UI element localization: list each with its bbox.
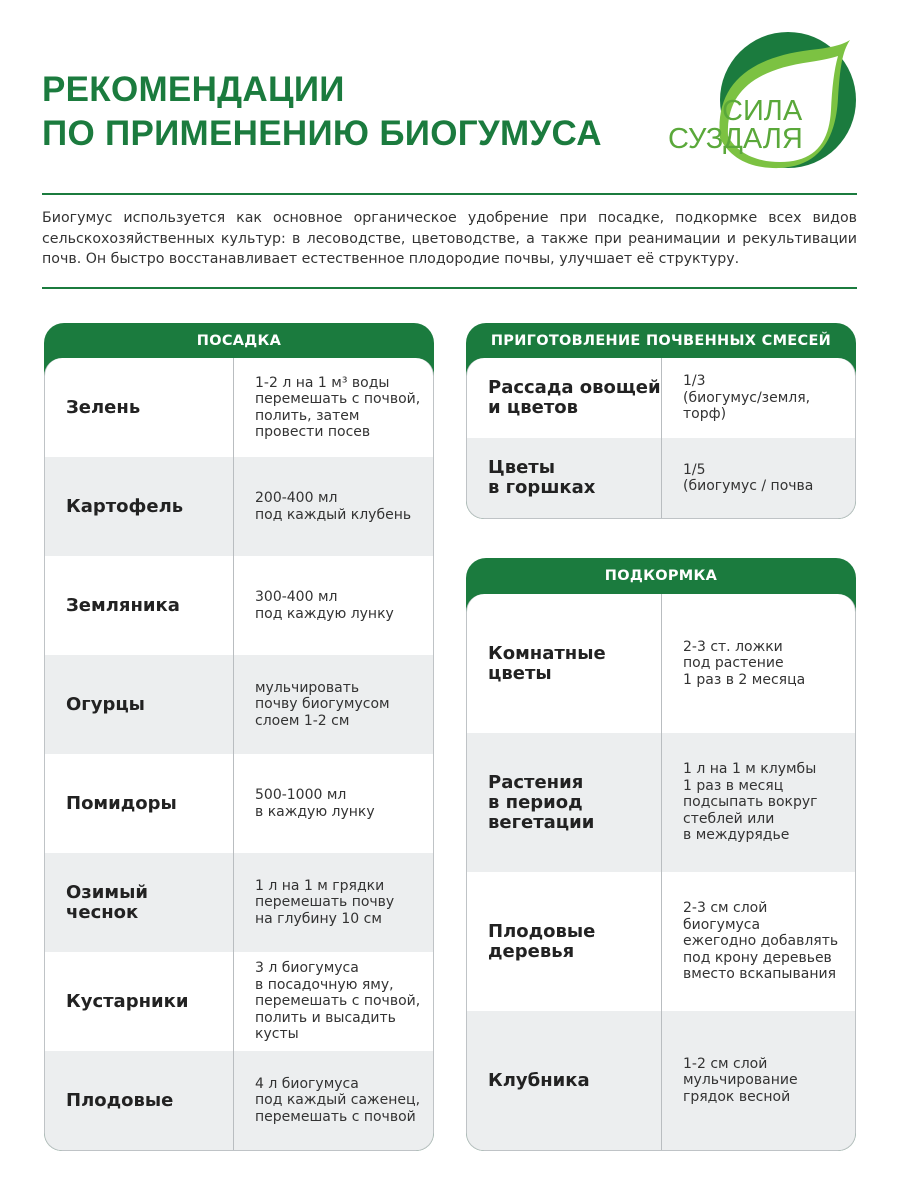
crop-name [45, 754, 234, 853]
dosage-text: 300-400 мл под каждую лунку [255, 589, 394, 622]
dosage-text: 500-1000 мл в каждую лунку [255, 787, 375, 820]
crop-label: Озимый чеснок [66, 881, 148, 923]
table-row [467, 872, 855, 1011]
crop-name [467, 1011, 662, 1150]
crop-name [45, 1051, 234, 1150]
table-row [467, 438, 855, 518]
crop-label: Картофель [66, 495, 184, 517]
table-row [45, 655, 433, 754]
table-row [45, 1051, 433, 1150]
table-row [467, 594, 855, 733]
dosage-text: 2-3 см слой биогумуса ежегодно добавлять под крону деревьев вместо вскапывания [683, 900, 839, 983]
feeding-table-title: ПОДКОРМКА [604, 568, 718, 584]
crop-name [467, 594, 662, 733]
logo-text-2: СУЗДАЛЯ [668, 123, 803, 155]
crop-name [45, 853, 234, 952]
crop-label: Огурцы [66, 693, 145, 715]
table-row [45, 754, 433, 853]
divider-top [42, 193, 857, 195]
logo-text-1: СИЛА [722, 95, 803, 127]
title-line-2: ПО ПРИМЕНЕНИЮ БИОГУМУСА [42, 114, 602, 153]
crop-label: Помидоры [66, 792, 177, 814]
crop-label: Земляника [66, 594, 180, 616]
brand-logo [660, 28, 870, 178]
crop-label: Комнатные цветы [488, 642, 606, 684]
divider-bottom [42, 287, 857, 289]
crop-label: Кустарники [66, 990, 189, 1012]
crop-label: Плодовые [66, 1089, 174, 1111]
dosage-text: мульчировать почву биогумусом слоем 1-2 см [255, 679, 390, 729]
dosage-text: 1 л на 1 м грядки перемешать почву на глубину 10 см [255, 877, 395, 927]
crop-label: Цветы в горшках [488, 457, 596, 498]
feeding-table [466, 558, 856, 1151]
crop-name [467, 733, 662, 872]
crop-label: Зелень [66, 396, 141, 418]
dosage-text: 1/3 (биогумус/земля, торф) [683, 373, 811, 423]
feeding-table-body [466, 594, 856, 1151]
intro-paragraph: Биогумус используется как основное органическое удобрение при посадке, подкормке всех видов сельскохозяйственных культур: в лесоводстве, цветоводстве, а также при реанимации и рекультивации почв. Он быстро восстанавливает естественное плодородие почвы, улучшает её структуру. [42, 210, 857, 267]
table-row [45, 952, 433, 1051]
crop-name [467, 872, 662, 1011]
dosage-text: 1/5 (биогумус / почва [683, 461, 814, 494]
table-row [45, 358, 433, 457]
dosage-text: 3 л биогумуса в посадочную яму, перемешать с почвой, полить и высадить кусты [255, 960, 421, 1043]
title-line-1: РЕКОМЕНДАЦИИ [42, 70, 345, 109]
dosage-text: 2-3 ст. ложки под растение 1 раз в 2 месяца [683, 638, 806, 688]
crop-name [467, 438, 662, 518]
soil-mixes-table-title: ПРИГОТОВЛЕНИЕ ПОЧВЕННЫХ СМЕСЕЙ [490, 332, 832, 349]
table-row [45, 853, 433, 952]
crop-name [45, 655, 234, 754]
planting-table-title: ПОСАДКА [196, 332, 282, 349]
dosage-text: 200-400 мл под каждый клубень [255, 490, 412, 523]
table-row [467, 358, 855, 438]
table-row [45, 457, 433, 556]
dosage-text: 1 л на 1 м клумбы 1 раз в месяц подсыпать вокруг стеблей или в междурядье [683, 761, 818, 844]
dosage-text: 4 л биогумуса под каждый саженец, перемешать с почвой [255, 1075, 421, 1125]
crop-name [45, 358, 234, 457]
crop-label: Плодовые деревья [488, 920, 596, 962]
crop-name [467, 358, 662, 438]
crop-name [45, 952, 234, 1051]
planting-table-body [44, 358, 434, 1151]
crop-name [45, 556, 234, 655]
crop-label: Растения в период вегетации [488, 771, 595, 833]
planting-table [44, 323, 434, 1151]
table-row [45, 556, 433, 655]
crop-label: Клубника [488, 1069, 590, 1091]
table-row [467, 1011, 855, 1150]
soil-mixes-table [466, 323, 856, 519]
table-row [467, 733, 855, 872]
crop-label: Рассада овощей и цветов [488, 377, 661, 418]
dosage-text: 1-2 см слой мульчирование грядок весной [683, 1055, 798, 1105]
crop-name [45, 457, 234, 556]
page-title [42, 68, 602, 156]
soil-mixes-table-body [466, 358, 856, 519]
dosage-text: 1-2 л на 1 м³ воды перемешать с почвой, полить, затем провести посев [255, 374, 421, 440]
